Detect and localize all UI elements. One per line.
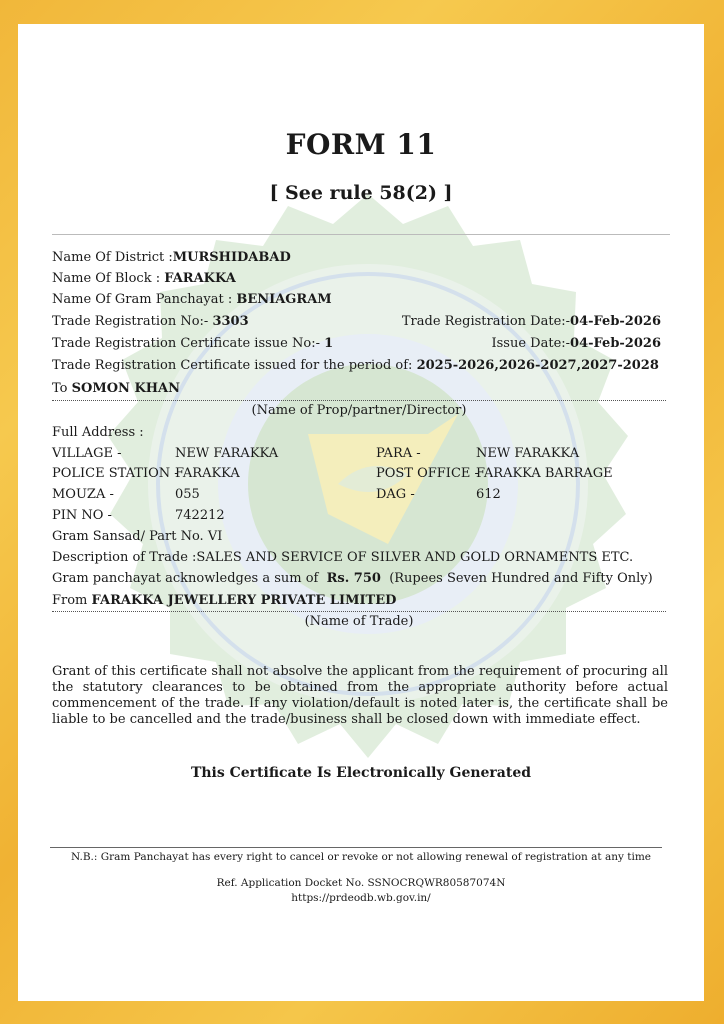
prop-underline — [52, 400, 666, 401]
issue-date-line: Issue Date:-04-Feb-2026 — [491, 336, 661, 351]
mouza-value: 055 — [175, 487, 200, 502]
period-value: 2025-2026,2026-2027,2027-2028 — [416, 358, 659, 373]
reg-no-value: 3303 — [212, 314, 249, 329]
ack-line: Gram panchayat acknowledges a sum of Rs. 750 (Rupees Seven Hundred and Fifty Only) — [52, 571, 653, 586]
po-label: POST OFFICE - — [376, 466, 479, 481]
gp-line: Name Of Gram Panchayat : BENIAGRAM — [52, 292, 332, 307]
district-value: MURSHIDABAD — [172, 250, 291, 265]
issue-no-line: Trade Registration Certificate issue No:- 1 — [52, 336, 334, 351]
reg-no-line: Trade Registration No:- 3303 — [52, 314, 249, 329]
gp-value: BENIAGRAM — [236, 292, 332, 307]
trade-name-value: FARAKKA JEWELLERY PRIVATE LIMITED — [91, 593, 397, 608]
pin-label: PIN NO - — [52, 508, 112, 523]
top-divider — [52, 234, 670, 235]
prop-caption: (Name of Prop/partner/Director) — [251, 403, 467, 418]
district-line: Name Of District :MURSHIDABAD — [52, 250, 291, 265]
mouza-label: MOUZA - — [52, 487, 114, 502]
site-url: https://prdeodb.wb.gov.in/ — [291, 892, 431, 904]
trade-underline — [52, 611, 666, 612]
ps-label: POLICE STATION - — [52, 466, 179, 481]
nb-note: N.B.: Gram Panchayat has every right to cancel or revoke or not allowing renewal of registration at any time — [70, 851, 652, 863]
dag-value: 612 — [476, 487, 501, 502]
form-rule: [ See rule 58(2) ] — [269, 182, 453, 204]
ps-value: FARAKKA — [175, 466, 240, 481]
village-label: VILLAGE - — [52, 446, 122, 461]
certificate-paper — [18, 24, 704, 1001]
terms-paragraph: Grant of this certificate shall not absolve the applicant from the requirement of procuring all the statutory clearances to be obtained from the appropriate authority before actual commencement of the trade. If any violation/default is noted later is, the certificate shall be liable to be cancelled and the trade/business shall be closed down with immediate effect. — [52, 664, 668, 727]
para-label: PARA - — [376, 446, 421, 461]
to-line: To SOMON KHAN — [52, 381, 181, 396]
electronic-note: This Certificate Is Electronically Generated — [190, 765, 532, 781]
form-title: FORM 11 — [285, 128, 437, 161]
block-line: Name Of Block : FARAKKA — [52, 271, 236, 286]
issue-date-value: 04-Feb-2026 — [570, 336, 661, 351]
po-value: FARAKKA BARRAGE — [476, 466, 613, 481]
address-label: Full Address : — [52, 425, 144, 440]
trade-caption: (Name of Trade) — [304, 614, 414, 629]
sansad-line: Gram Sansad/ Part No. VI — [52, 529, 223, 544]
reg-date-line: Trade Registration Date:-04-Feb-2026 — [401, 314, 661, 329]
issue-no-value: 1 — [324, 336, 334, 351]
para-value: NEW FARAKKA — [476, 446, 580, 461]
village-value: NEW FARAKKA — [175, 446, 279, 461]
pin-value: 742212 — [175, 508, 225, 523]
reg-date-value: 04-Feb-2026 — [570, 314, 661, 329]
period-line: Trade Registration Certificate issued for the period of: 2025-2026,2026-2027,2027-2028 — [52, 358, 659, 373]
description-line: Description of Trade :SALES AND SERVICE OF SILVER AND GOLD ORNAMENTS ETC. — [52, 550, 634, 565]
block-value: FARAKKA — [164, 271, 236, 286]
amount-value: Rs. 750 — [326, 571, 381, 586]
certificate-content — [18, 24, 704, 1001]
to-name-value: SOMON KHAN — [71, 381, 181, 396]
dag-label: DAG - — [376, 487, 415, 502]
docket-ref: Ref. Application Docket No. SSNOCRQWR80587074N — [216, 877, 506, 889]
footer-divider — [50, 847, 662, 848]
from-line: From FARAKKA JEWELLERY PRIVATE LIMITED — [52, 593, 397, 608]
